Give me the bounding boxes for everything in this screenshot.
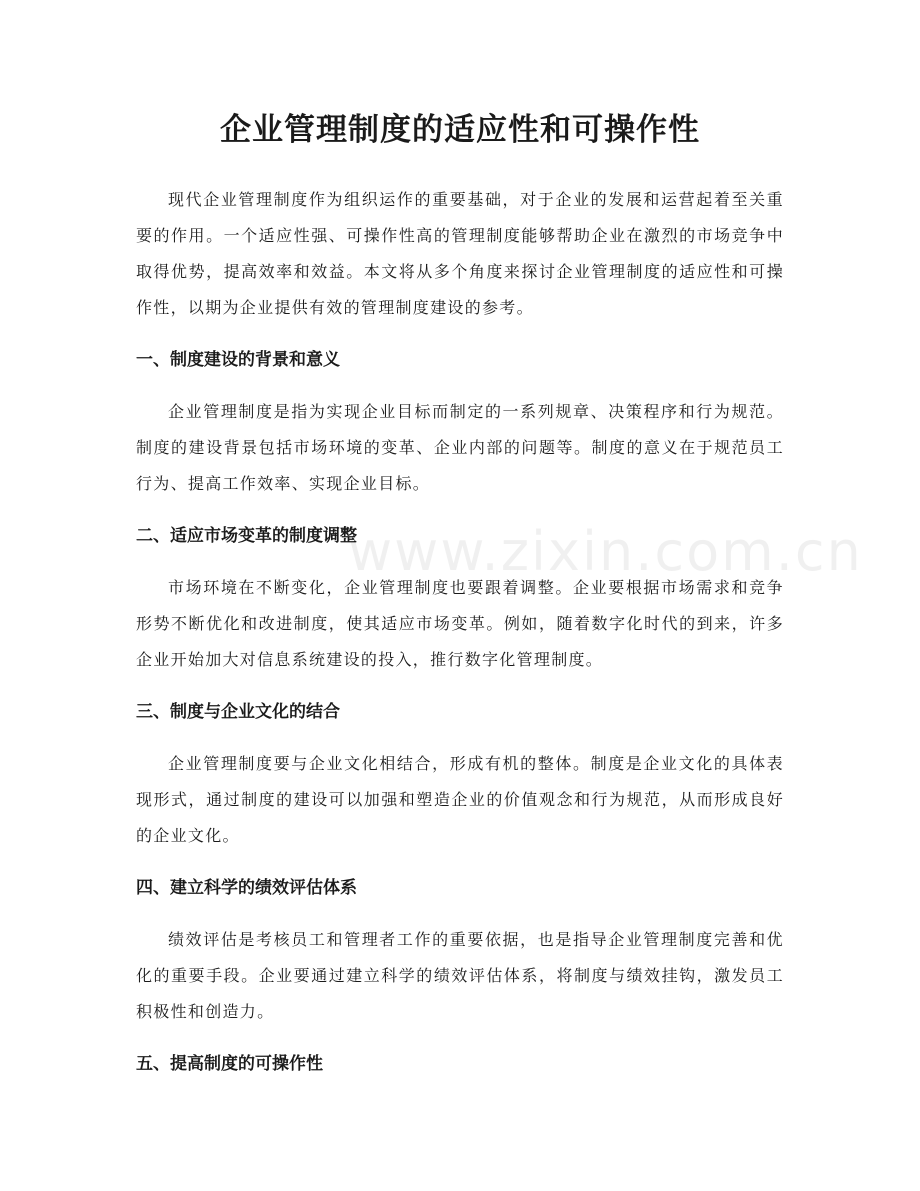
section-heading: 一、制度建设的背景和意义 [136,350,340,370]
section-paragraph: 企业管理制度要与企业文化相结合，形成有机的整体。制度是企业文化的具体表现形式，通过制度的建设可以加强和塑造企业的价值观念和行为规范，从而形成良好的企业文化。 [136,754,784,845]
section-heading: 二、适应市场变革的制度调整 [136,526,357,546]
section-paragraph: 绩效评估是考核员工和管理者工作的重要依据，也是指导企业管理制度完善和优化的重要手段。企业要通过建立科学的绩效评估体系，将制度与绩效挂钩，激发员工积极性和创造力。 [136,930,784,1021]
watermark: www.zixin.com.cn [348,520,863,583]
section-heading: 三、制度与企业文化的结合 [136,702,340,722]
intro-paragraph: 现代企业管理制度作为组织运作的重要基础，对于企业的发展和运营起着至关重要的作用。一个适应性强、可操作性高的管理制度能够帮助企业在激烈的市场竞争中取得优势，提高效率和效益。本文将从多个角度来探讨企业管理制度的适应性和可操作性，以期为企业提供有效的管理制度建设的参考。 [136,190,784,317]
section-paragraph: 企业管理制度是指为实现企业目标而制定的一系列规章、决策程序和行为规范。制度的建设背景包括市场环境的变革、企业内部的问题等。制度的意义在于规范员工行为、提高工作效率、实现企业目标。 [136,402,784,493]
section-paragraph: 市场环境在不断变化，企业管理制度也要跟着调整。企业要根据市场需求和竞争形势不断优化和改进制度，使其适应市场变革。例如，随着数字化时代的到来，许多企业开始加大对信息系统建设的投入，推行数字化管理制度。 [136,578,784,669]
section-heading: 四、建立科学的绩效评估体系 [136,878,357,898]
section-heading: 五、提高制度的可操作性 [136,1054,323,1074]
document-title: 企业管理制度的适应性和可操作性 [220,112,700,148]
document-content [136,182,784,1098]
